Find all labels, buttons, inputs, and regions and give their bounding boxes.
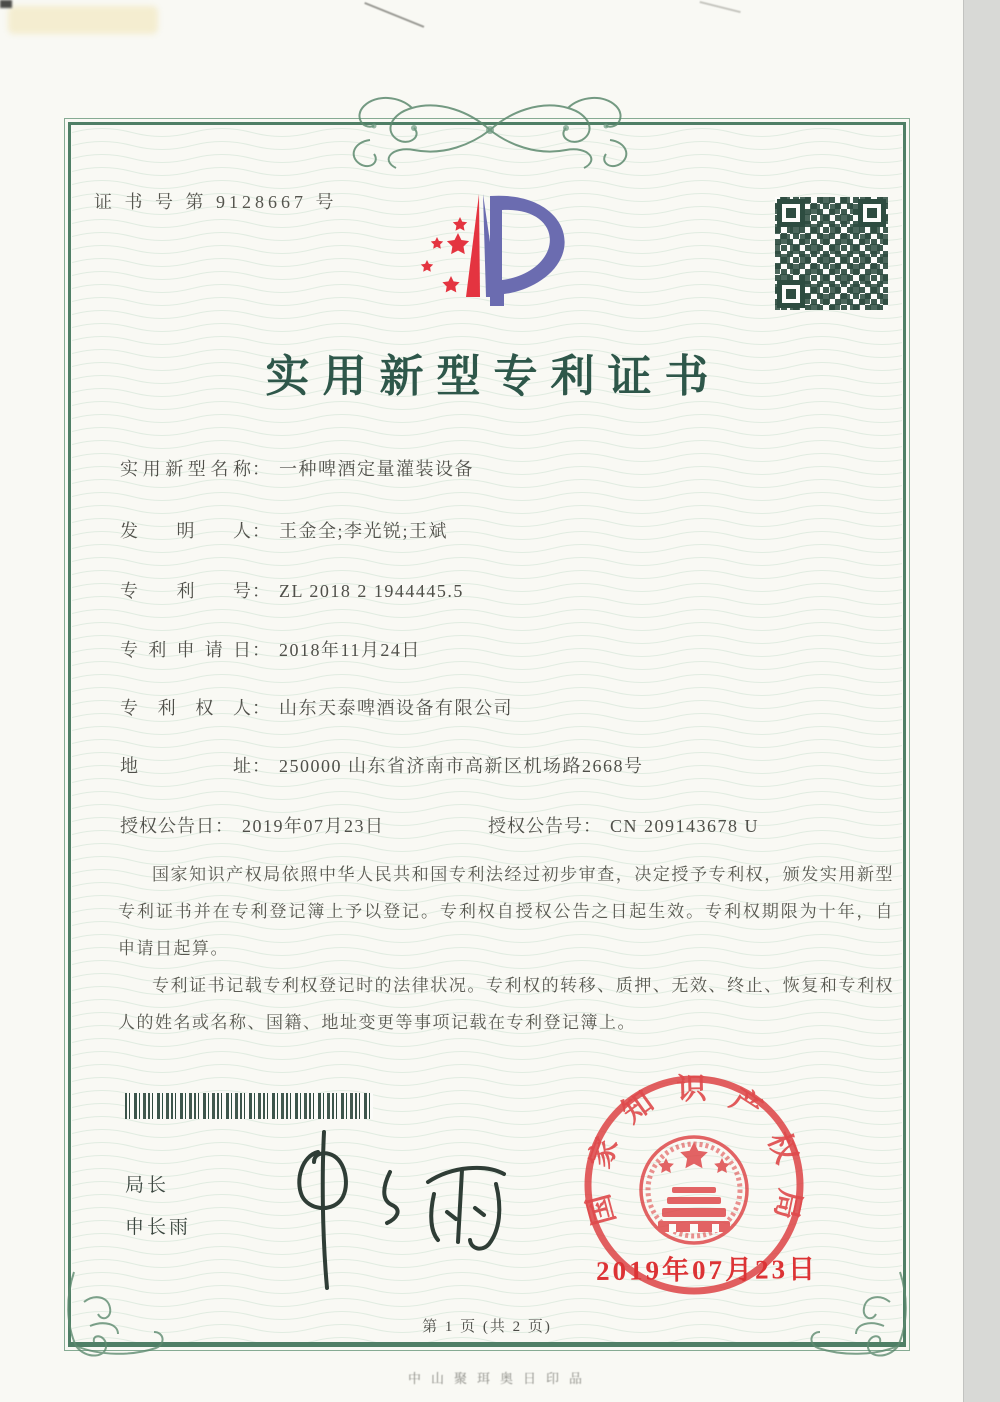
grant-date-pair bbox=[120, 816, 385, 836]
printer-mark: 中山聚珥奥日印品 bbox=[407, 1371, 592, 1386]
certificate-number: 证 书 号 第 9128667 号 bbox=[94, 192, 338, 212]
legal-paragraph-1: 国家知识产权局依照中华人民共和国专利法经过初步审查，决定授予专利权，颁发实用新型专利证书并在专利登记簿上予以登记。专利权自授权公告之日起生效。专利权期限为十年，自申请日起算。 bbox=[118, 865, 894, 958]
signature-script bbox=[262, 1120, 522, 1295]
field-label: 专利权人 bbox=[120, 698, 252, 718]
scanner-edge-strip bbox=[963, 0, 1000, 1402]
field-label: 授权公告号 bbox=[488, 816, 583, 836]
field-value: 一种啤酒定量灌装设备 bbox=[279, 459, 474, 479]
field-value: 250000 山东省济南市高新区机场路2668号 bbox=[279, 756, 644, 776]
legal-paragraph-2: 专利证书记载专利权登记时的法律状况。专利权的转移、质押、无效、终止、恢复和专利权人的姓名或名称、国籍、地址变更等事项记载在专利登记簿上。 bbox=[118, 976, 894, 1032]
grant-number-pair bbox=[488, 812, 759, 838]
field-filing-date bbox=[120, 636, 900, 662]
field-colon: ： bbox=[252, 459, 271, 479]
field-address bbox=[120, 752, 900, 778]
qr-code bbox=[775, 197, 888, 310]
field-patent-number bbox=[120, 577, 900, 603]
field-value: 2019年07月23日 bbox=[242, 816, 385, 836]
field-label: 发明人 bbox=[120, 521, 252, 541]
director-name: 申长雨 bbox=[125, 1217, 192, 1238]
bottom-left-flourish-ornament bbox=[60, 1262, 170, 1362]
field-inventors bbox=[120, 517, 900, 543]
field-grant-row bbox=[120, 812, 900, 838]
qr-finder-icon bbox=[777, 199, 805, 227]
scan-smudge bbox=[8, 6, 158, 34]
field-label: 专利号 bbox=[120, 581, 252, 601]
national-emblem-icon bbox=[641, 1137, 747, 1243]
field-colon: ： bbox=[252, 698, 271, 718]
pencil-mark bbox=[700, 1, 741, 13]
qr-finder-icon bbox=[858, 199, 886, 227]
field-patentee bbox=[120, 694, 900, 720]
field-value: 王金全;李光锐;王斌 bbox=[279, 521, 449, 541]
scan-corner-mark bbox=[0, 0, 12, 8]
field-colon: ： bbox=[252, 581, 271, 601]
cnipa-logo bbox=[395, 176, 595, 318]
director-title: 局长 bbox=[125, 1175, 170, 1196]
seal-ring-text: 国家知识产权局 bbox=[581, 1072, 807, 1229]
field-colon: ： bbox=[583, 816, 602, 836]
field-label: 地址 bbox=[120, 756, 252, 776]
field-value: 山东天泰啤酒设备有限公司 bbox=[279, 698, 513, 718]
legal-text-block bbox=[118, 856, 894, 1041]
pencil-mark bbox=[364, 2, 424, 28]
qr-finder-icon bbox=[777, 280, 805, 308]
seal-date: 2019年07月23日 bbox=[595, 1254, 819, 1286]
field-value: ZL 2018 2 1944445.5 bbox=[279, 581, 464, 601]
field-colon: ： bbox=[252, 756, 271, 776]
certificate-title: 实用新型专利证书 bbox=[265, 352, 722, 401]
field-utility-model-name bbox=[120, 455, 900, 481]
field-value: 2018年11月24日 bbox=[279, 640, 421, 660]
field-label: 专利申请日 bbox=[120, 640, 252, 660]
field-colon: ： bbox=[252, 521, 271, 541]
field-colon: ： bbox=[252, 640, 271, 660]
field-colon: ： bbox=[215, 816, 234, 836]
field-label: 授权公告日 bbox=[120, 816, 215, 836]
barcode bbox=[125, 1093, 373, 1119]
top-flourish-ornament bbox=[340, 82, 640, 178]
field-label: 实用新型名称 bbox=[120, 459, 252, 479]
page-number: 第 1 页 (共 2 页) bbox=[422, 1319, 552, 1335]
field-value: CN 209143678 U bbox=[610, 816, 760, 836]
